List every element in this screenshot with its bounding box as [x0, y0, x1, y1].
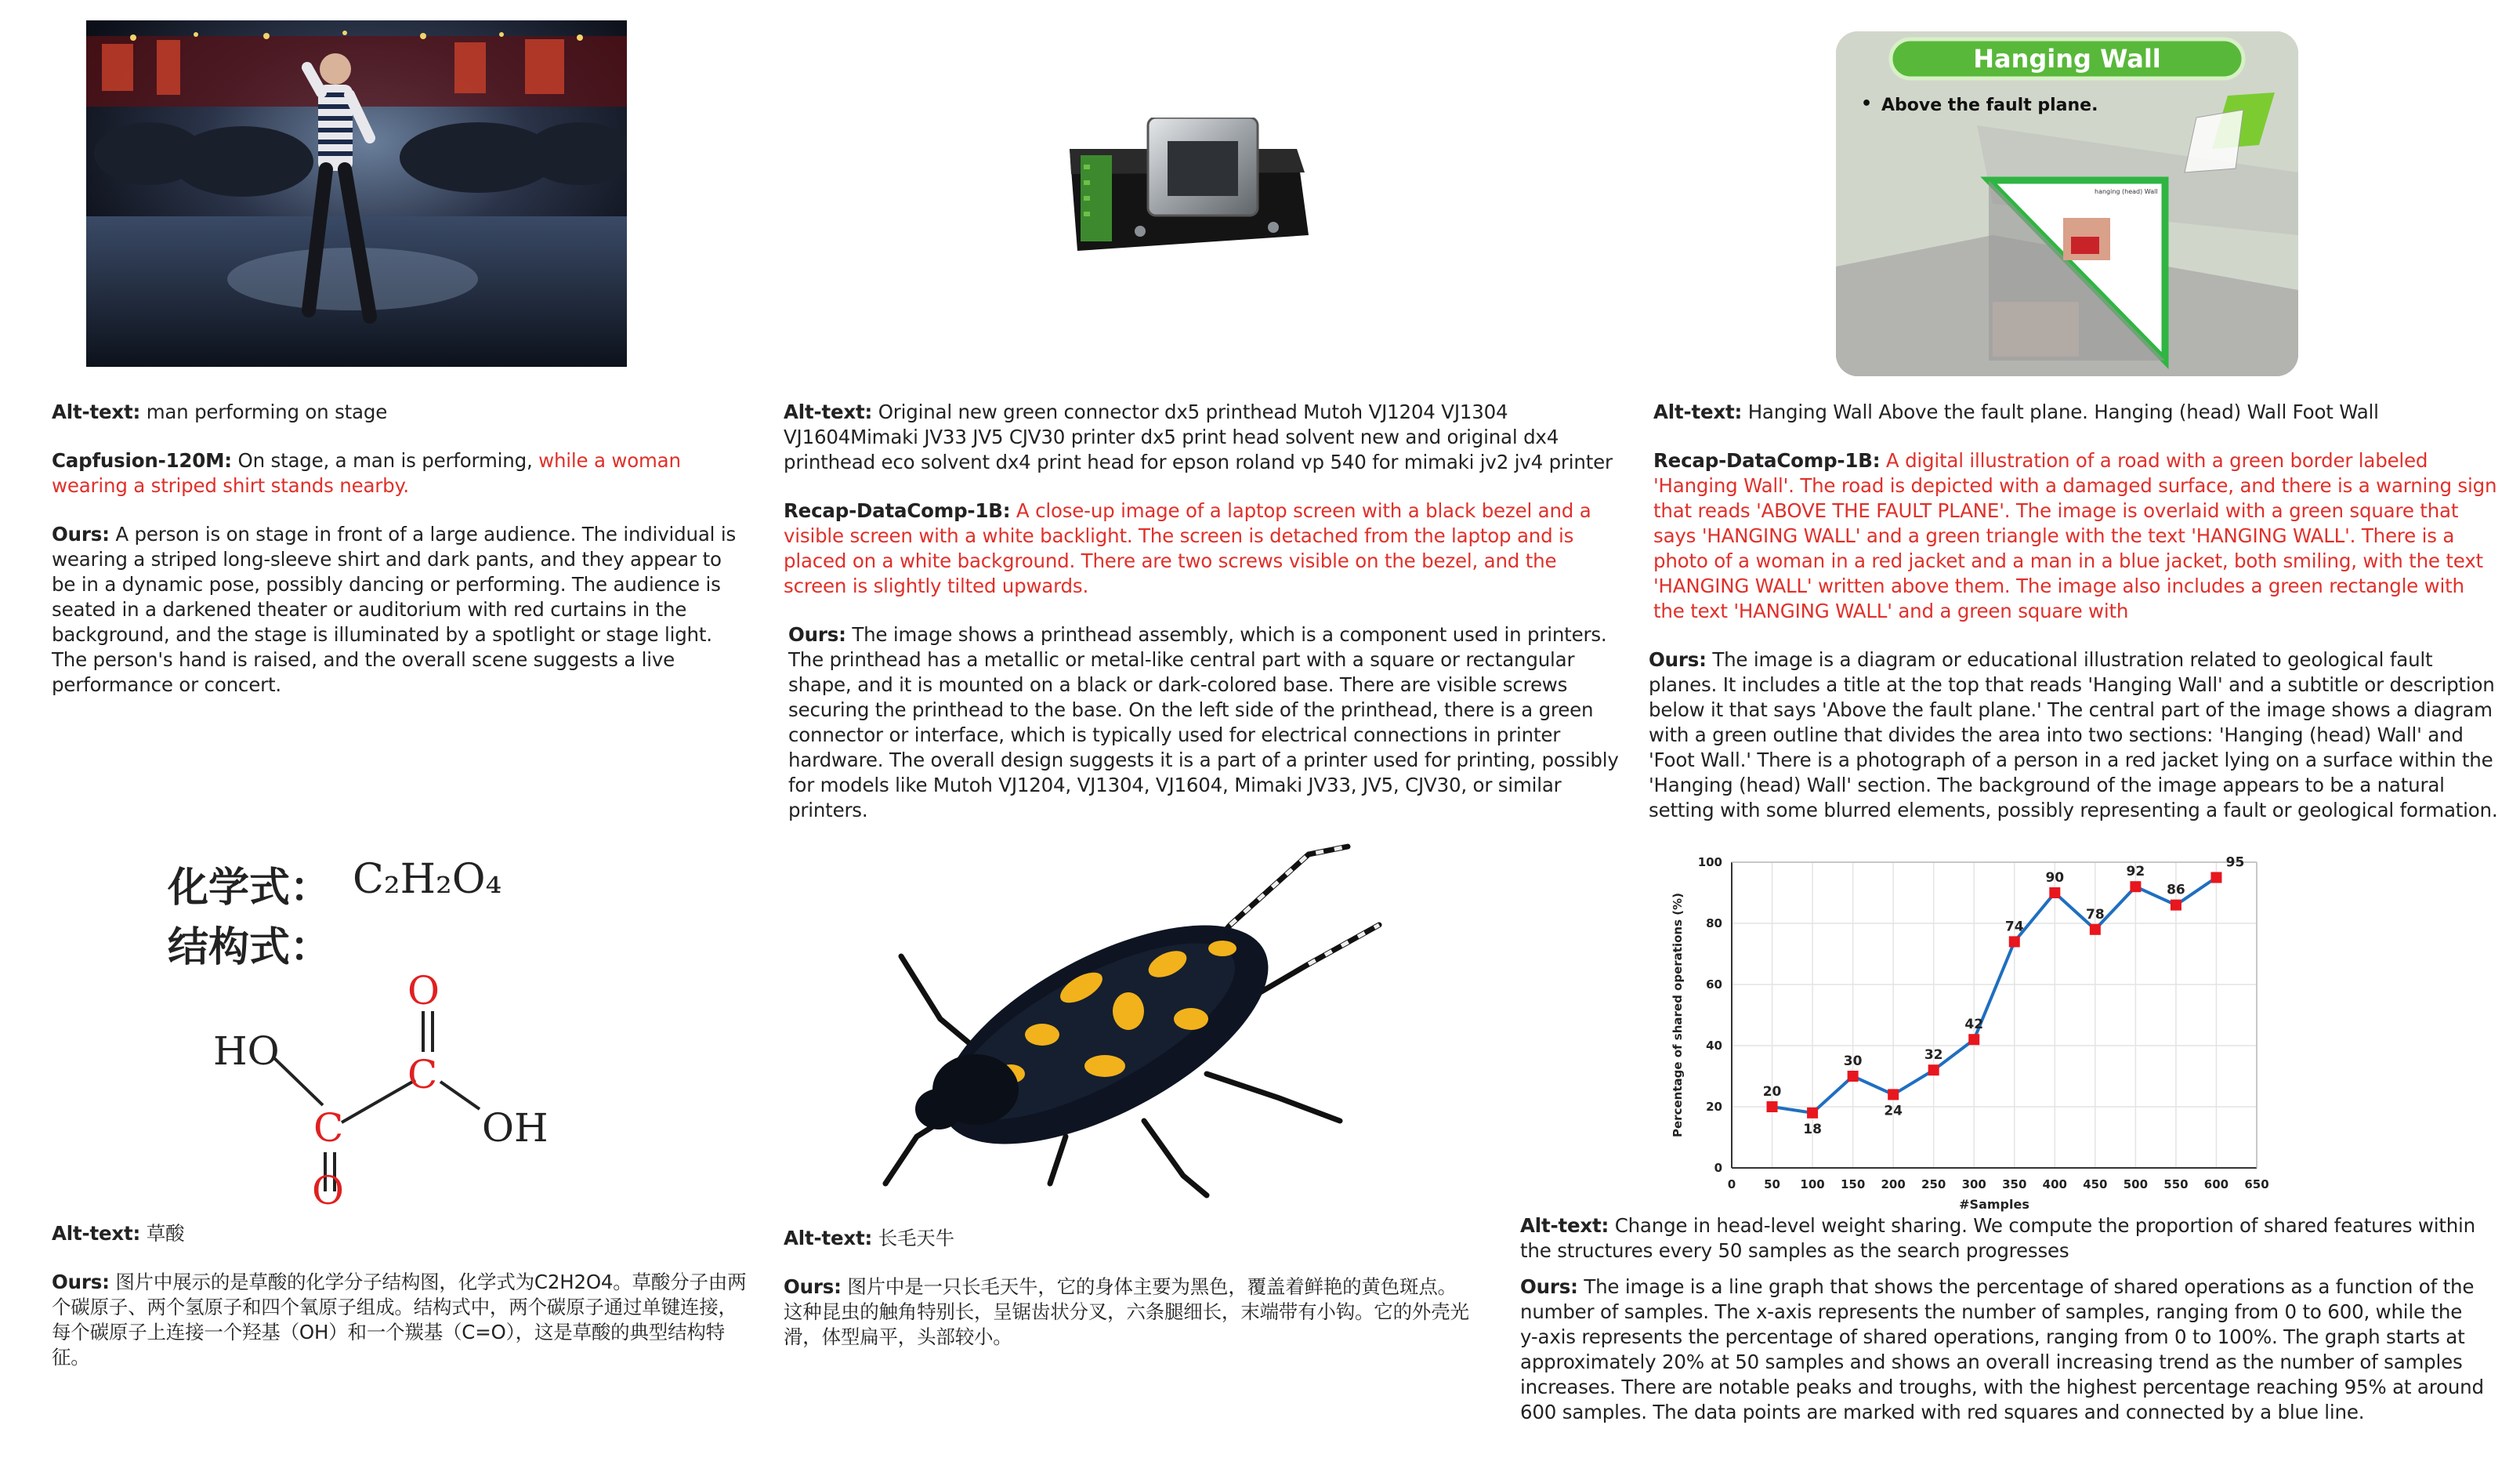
data-label: 42 — [1964, 1017, 1984, 1033]
capfusion-label: Capfusion-120M: — [52, 449, 232, 472]
x-tick-label: 100 — [1800, 1177, 1825, 1191]
alt-text-label: Alt-text: — [784, 1227, 873, 1249]
y-tick-label: 80 — [1706, 916, 1722, 930]
alt-text-block — [784, 1226, 1473, 1251]
recap-block — [784, 499, 1622, 599]
data-label: 92 — [2126, 864, 2145, 880]
alt-text-value: man performing on stage — [146, 401, 388, 423]
atom-ho: HO — [213, 1028, 280, 1074]
x-tick-label: 450 — [2083, 1177, 2108, 1191]
x-tick-label: 500 — [2123, 1177, 2149, 1191]
y-axis-label: Percentage of shared operations (%) — [1671, 893, 1685, 1137]
data-label: 95 — [2225, 854, 2245, 871]
slide-bullet: Above the fault plane. — [1881, 96, 2098, 115]
recap-value: A close-up image of a laptop screen with a black bezel and a visible screen with a white backlight. The screen is detached from the laptop and is placed on a white background. There are two screws visible on the bezel, and the screen is slightly tilted upwards. — [784, 499, 1591, 597]
data-point — [2171, 900, 2181, 911]
data-label: 78 — [2086, 906, 2105, 923]
data-label: 32 — [1924, 1047, 1943, 1064]
ours-block — [52, 522, 743, 698]
series-line — [1772, 878, 2217, 1113]
atom-oh: OH — [482, 1105, 549, 1151]
ours-label: Ours: — [1649, 648, 1707, 671]
data-point — [2009, 936, 2020, 947]
capfusion-block — [52, 448, 743, 499]
caption-column-4 — [52, 1221, 749, 1394]
alt-text-value: 长毛天牛 — [878, 1227, 954, 1249]
caption-column-2 — [784, 400, 1622, 847]
x-axis-label: #Samples — [1959, 1197, 2029, 1212]
atom-o-top: O — [407, 968, 440, 1013]
ours-value: 图片中是一只长毛天牛，它的身体主要为黑色，覆盖着鲜艳的黄色斑点。这种昆虫的触角特别长，呈锯齿状分叉，六条腿细长，末端带有小钩。它的外壳光滑，体型扁平，头部较小。 — [784, 1275, 1469, 1348]
slide-title: Hanging Wall — [1973, 44, 2161, 74]
caption-column-3 — [1649, 400, 2500, 847]
slide-bullet-icon: • — [1861, 94, 1873, 114]
data-point — [1968, 1034, 1979, 1045]
printhead-photo — [1062, 118, 1312, 267]
data-label: 20 — [1762, 1084, 1782, 1100]
stage-performance-photo — [86, 20, 627, 367]
alt-text-value: Change in head-level weight sharing. We compute the proportion of shared features within the structures every 50 samples as the search progresses — [1520, 1214, 2475, 1262]
formula-label: 化学式： — [168, 865, 331, 912]
structure-label: 结构式： — [168, 924, 331, 971]
caption-column-5 — [784, 1226, 1473, 1373]
chart-svg — [1653, 815, 2280, 1215]
atom-c-left: C — [313, 1105, 344, 1151]
recap-label: Recap-DataComp-1B: — [1653, 449, 1881, 472]
x-tick-label: 0 — [1727, 1177, 1736, 1191]
hanging-wall-slide — [1836, 31, 2298, 376]
alt-text-block — [52, 1221, 749, 1246]
x-tick-label: 200 — [1881, 1177, 1906, 1191]
ours-value: The image is a line graph that shows the percentage of shared operations as a function of the number of samples. The x-axis represents the number of samples, ranging from 0 to 600, while the y-axis represents the percentage of shared operations, ranging from 0 to 100%. The graph starts at approximately 20% at 50 samples and shows an overall increasing trend as the number of samples increases. There are notable peaks and troughs, with the highest percentage reaching 95% at around 600 samples. The data points are marked with red squares and connected by a blue line. — [1520, 1275, 2484, 1423]
data-label: 86 — [2167, 882, 2185, 898]
data-point — [1888, 1089, 1899, 1100]
ours-label: Ours: — [52, 523, 110, 546]
x-tick-label: 150 — [1840, 1177, 1866, 1191]
alt-text-block — [52, 400, 743, 425]
ours-value: The image is a diagram or educational illustration related to geological fault planes. It includes a title at the top that reads 'Hanging Wall' and a subtitle or description below it that says 'Above the fault plane.' The central part of the image shows a diagram with a green outline that divides the area into two sections: 'Hanging (head) Wall' and 'Foot Wall.' There is a photograph of a person in a red jacket lying on a surface within the 'Hanging (head) Wall' section. The background of the image appears to be a natural setting with some blurred elements, possibly representing a fault or geological formation. — [1649, 648, 2498, 821]
x-tick-label: 350 — [2002, 1177, 2027, 1191]
y-tick-label: 60 — [1706, 977, 1722, 992]
alt-text-value: Original new green connector dx5 printhead Mutoh VJ1204 VJ1304 VJ1604Mimaki JV33 JV5 CJV30 printer dx5 print head solvent new and original dx4 printhead eco solvent dx4 print head for epson roland vp 540 for mimaki jv2 jv4 printer — [784, 401, 1613, 473]
y-tick-label: 40 — [1706, 1039, 1722, 1053]
recap-value: A digital illustration of a road with a green border labeled 'Hanging Wall'. The road is depicted with a damaged surface, and there is a warning sign that reads 'ABOVE THE FAULT PLANE'. The image is overlaid with a green square that says 'HANGING WALL' and a green triangle with the text 'HANGING WALL'. There is a photo of a woman in a red jacket and a man in a blue jacket, both smiling, with the text 'HANGING WALL' written above them. The image also includes a green rectangle with the text 'HANGING WALL' and a green square with — [1653, 449, 2497, 622]
alt-text-label: Alt-text: — [1520, 1214, 1609, 1237]
atom-c-right: C — [407, 1052, 438, 1097]
data-label: 24 — [1884, 1103, 1903, 1119]
ours-block — [1520, 1275, 2484, 1425]
ours-block — [788, 622, 1622, 823]
ours-block — [52, 1270, 749, 1370]
x-tick-label: 550 — [2163, 1177, 2189, 1191]
formula-value: C₂H₂O₄ — [353, 856, 502, 903]
x-tick-label: 300 — [1961, 1177, 1986, 1191]
line-chart — [1653, 815, 2280, 1215]
data-point — [1767, 1101, 1778, 1112]
ours-value: The image shows a printhead assembly, which is a component used in printers. The printhead has a metallic or metal-like central part with a square or rectangular shape, and it is mounted on a black or dark-colored base. There are visible screws securing the printhead to the base. On the left side of the printhead, there is a green connector or interface, which is typically used for electrical connections in printer hardware. The overall design suggests it is a part of a printer used for printing, possibly for models like Mutoh VJ1204, VJ1304, VJ1604, Mimaki JV33, JV5, CJV30, or similar printers. — [788, 623, 1619, 821]
ours-label: Ours: — [1520, 1275, 1578, 1298]
caption-column-1 — [52, 400, 743, 721]
ours-label: Ours: — [788, 623, 846, 646]
capfusion-hallucination: while a woman wearing a striped shirt stands nearby. — [52, 449, 681, 497]
recap-label: Recap-DataComp-1B: — [784, 499, 1011, 522]
data-point — [2210, 872, 2221, 883]
data-point — [2130, 881, 2141, 892]
ours-value: A person is on stage in front of a large audience. The individual is wearing a striped long-sleeve shirt and dark pants, and they appear to be in a dynamic pose, possibly dancing or performing. The audience is seated in a darkened theater or auditorium with red curtains in the background, and the stage is illuminated by a spotlight or stage light. The person's hand is raised, and the overall scene suggests a live performance or concert. — [52, 523, 737, 696]
ours-label: Ours: — [52, 1271, 110, 1293]
ours-value: 图片中展示的是草酸的化学分子结构图，化学式为C2H2O4。草酸分子由两个碳原子、两个氢原子和四个氧原子组成。结构式中，两个碳原子通过单键连接，每个碳原子上连接一个羟基（OH）和一个羰基（C=O），这是草酸的典型结构特征。 — [52, 1271, 747, 1369]
alt-text-block — [1653, 400, 2500, 425]
x-tick-label: 250 — [1921, 1177, 1946, 1191]
ours-block — [784, 1275, 1473, 1350]
alt-text-value: 草酸 — [146, 1222, 185, 1245]
ours-block — [1649, 647, 2500, 823]
caption-column-6 — [1520, 1213, 2484, 1449]
longhorn-beetle-photo — [870, 839, 1403, 1199]
x-tick-label: 50 — [1764, 1177, 1780, 1191]
y-tick-label: 20 — [1706, 1100, 1722, 1114]
data-label: 18 — [1803, 1121, 1822, 1137]
alt-text-label: Alt-text: — [52, 401, 141, 423]
data-label: 74 — [2004, 919, 2024, 935]
x-tick-label: 600 — [2203, 1177, 2229, 1191]
alt-text-block — [784, 400, 1622, 475]
ours-label: Ours: — [784, 1275, 842, 1298]
alt-text-label: Alt-text: — [784, 401, 873, 423]
data-label: 30 — [1843, 1053, 1863, 1069]
data-point — [2090, 924, 2101, 935]
y-tick-label: 100 — [1697, 855, 1722, 869]
alt-text-label: Alt-text: — [1653, 401, 1743, 423]
x-tick-label: 400 — [2042, 1177, 2067, 1191]
slide-small-label: hanging (head) Wall — [2095, 188, 2158, 195]
alt-text-block — [1520, 1213, 2484, 1264]
alt-text-label: Alt-text: — [52, 1222, 141, 1245]
data-point — [1928, 1064, 1939, 1075]
y-tick-label: 0 — [1714, 1161, 1722, 1175]
alt-text-value: Hanging Wall Above the fault plane. Hanging (head) Wall Foot Wall — [1747, 401, 2379, 423]
capfusion-value: On stage, a man is performing, — [237, 449, 533, 472]
data-label: 90 — [2045, 870, 2065, 886]
atom-o-bottom: O — [312, 1168, 344, 1207]
recap-block — [1653, 448, 2500, 624]
data-point — [1848, 1071, 1859, 1082]
data-point — [2049, 887, 2060, 898]
oxalic-acid-structure — [157, 847, 596, 1207]
x-tick-label: 650 — [2244, 1177, 2269, 1191]
data-point — [1807, 1108, 1818, 1119]
